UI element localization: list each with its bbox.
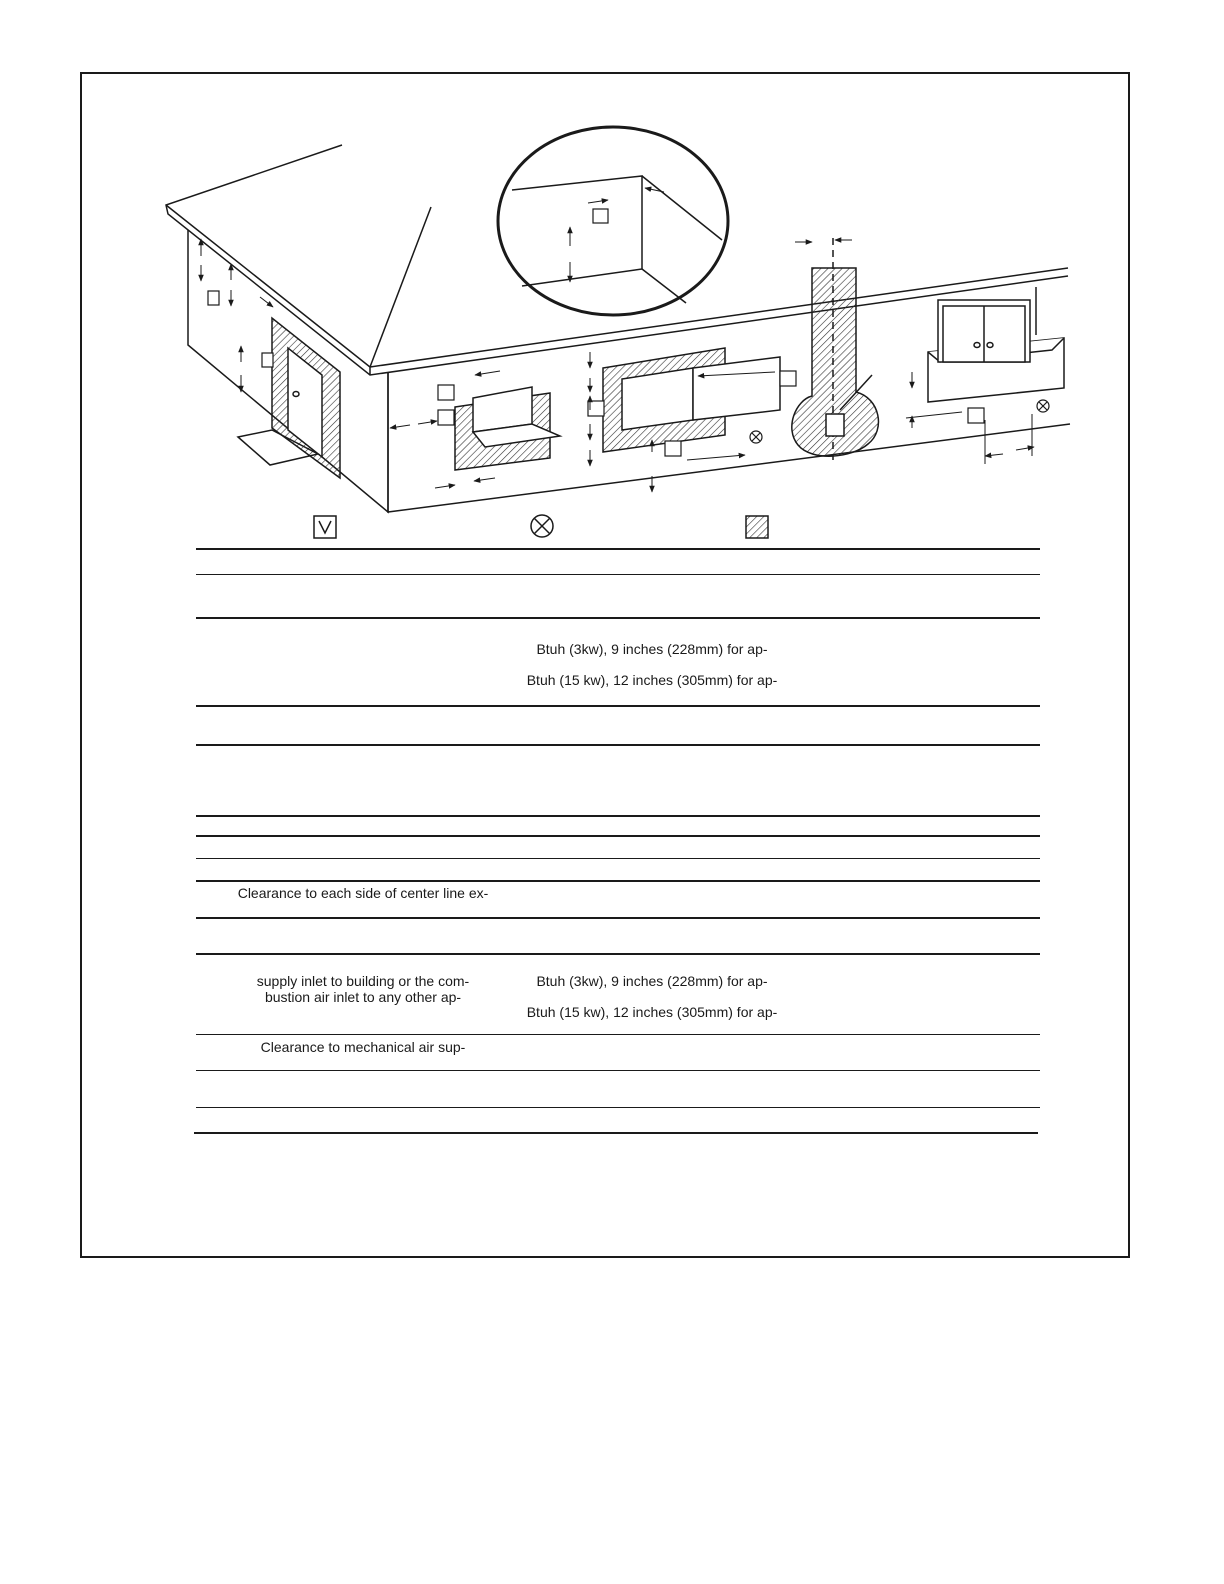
door — [238, 318, 340, 478]
table-rule — [196, 574, 1040, 575]
air-inlet-symbol — [750, 431, 762, 443]
table-cell: Clearance to mechanical air sup- — [260, 1039, 466, 1055]
detail-inset — [498, 127, 728, 315]
table-rule — [196, 1070, 1040, 1071]
table-rule — [196, 617, 1040, 619]
table-rule — [196, 880, 1040, 882]
table-cell: Btuh (15 kw), 12 inches (305mm) for ap- — [526, 1004, 778, 1020]
table-cell: Clearance to each side of center line ex- — [237, 885, 489, 901]
table-cell: bustion air inlet to any other ap- — [264, 989, 462, 1005]
table-rule — [196, 744, 1040, 746]
table-rule — [196, 1107, 1040, 1108]
table-cell: supply inlet to building or the com- — [256, 973, 470, 989]
table-cell: Btuh (15 kw), 12 inches (305mm) for ap- — [526, 672, 778, 688]
meter-restricted-area — [792, 238, 879, 460]
table-rule — [196, 953, 1040, 955]
table-rule — [196, 835, 1040, 837]
table-rule — [196, 705, 1040, 707]
table-rule — [194, 1132, 1038, 1134]
window — [588, 348, 796, 456]
restricted-area-icon — [746, 516, 768, 538]
balcony-door — [928, 300, 1064, 423]
table-rule — [196, 815, 1040, 817]
vent-terminal-icon — [314, 516, 336, 538]
table-rule — [196, 1034, 1040, 1035]
table-rule — [196, 858, 1040, 859]
table-rule — [196, 917, 1040, 919]
wall-vent-hood — [438, 385, 560, 470]
legend — [314, 515, 768, 538]
table-rule — [196, 548, 1040, 550]
table-cell: Btuh (3kw), 9 inches (228mm) for ap- — [536, 641, 768, 657]
table-cell: Btuh (3kw), 9 inches (228mm) for ap- — [536, 973, 768, 989]
air-supply-inlet-icon — [531, 515, 553, 537]
